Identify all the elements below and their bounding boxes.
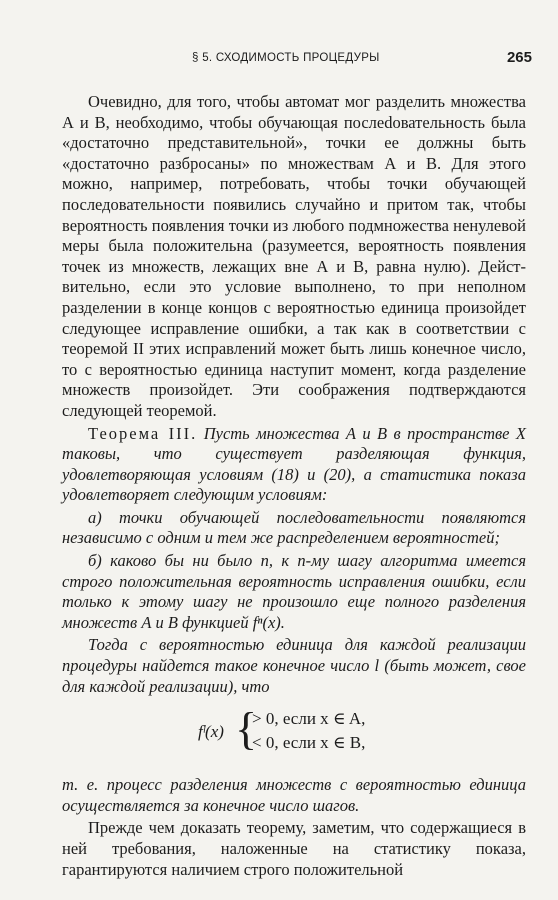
formula-case-positive: > 0, если x ∈ A, xyxy=(252,709,366,729)
formula-lhs: fˡ(x) xyxy=(198,722,224,742)
formula-explanation: т. е. процесс разделения множеств с вероятностью единица осуществляется за конечное число шагов. xyxy=(62,775,526,815)
condition-a: а) точки обучающей последовательности появляются независимо с одним и тем же распределением вероятностей; xyxy=(62,507,526,548)
formula-brace: { xyxy=(235,703,258,755)
paragraph-proof-intro: Прежде чем доказать теорему, заметим, что содержащиеся в ней требования, наложенные на статистику показа, гарантируются наличием строго положительной xyxy=(62,818,526,879)
theorem-conclusion: Тогда с вероятностью единица для каждой реализации процедуры найдется такое конечное число l (быть может, свое для каждой реализации), что xyxy=(62,635,526,696)
body-text xyxy=(62,92,526,880)
condition-b: б) каково бы ни было n, к n-му шагу алгоритма имеется строго положительная вероятность исправления ошибки, если только к этому шагу не произошло еще полного разделения множеств А и В функцией fⁿ(x). xyxy=(62,551,526,632)
piecewise-formula xyxy=(62,703,526,757)
page-header xyxy=(62,48,532,68)
paragraph-intro: Очевидно, для того, чтобы автомат мог разделить множества А и В, необходимо, чтобы обучающая послеdовательность была «достаточно представительной», точки ее должны быть «достаточно разбросаны» по множествам А и В. Для этого можно, например, потребовать, чтобы точки обучающей последовательности появились случайно и притом так, чтобы вероятность появления точки из любого подмножества ненулевой меры была положительна (разумеется, вероятность появления точек из множеств, лежащих вне А и В, равна нулю). Действительно, если это условие выполнено, то при неполном разделении в конце концов с вероятностью единица произойдет следующее исправление ошибки, а так как в соответствии с теоремой II этих исправлений может быть лишь конечное число, то с вероятностью единица наступит момент, когда разделение множеств произойдет. Эти соображения подтверждаются следующей теоремой. xyxy=(62,92,526,420)
theorem-label: Теорема III. xyxy=(88,423,198,443)
page-number: 265 xyxy=(506,49,532,66)
theorem-paragraph xyxy=(62,424,526,506)
formula-case-negative: < 0, если x ∈ B, xyxy=(252,733,366,753)
running-head: § 5. СХОДИМОСТЬ ПРОЦЕДУРЫ xyxy=(192,52,380,64)
theorem-statement: Пусть множества А и В в пространстве X таковы, что существует разделяющая функция, удовлетворяющая условиям (18) и (20), а статистика показа удовлетворяет следующим условиям: xyxy=(62,423,526,505)
